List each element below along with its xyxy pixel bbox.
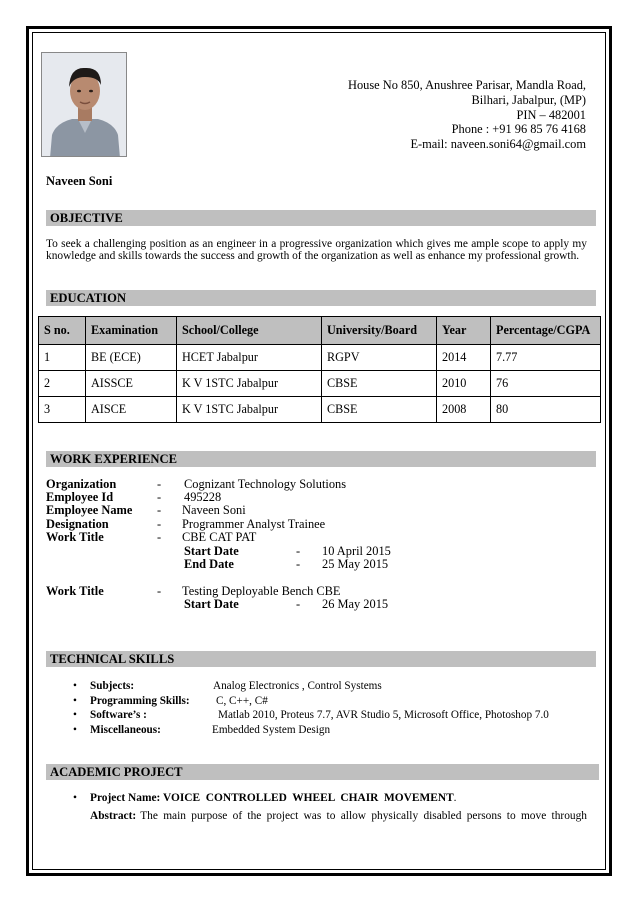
- employee-name-value: Naveen Soni: [182, 503, 246, 517]
- separator-dash: -: [296, 544, 301, 558]
- table-cell: 80: [491, 397, 601, 423]
- table-row: [39, 397, 601, 423]
- start-date-label: Start Date: [184, 544, 239, 558]
- table-cell: 76: [491, 371, 601, 397]
- work-title-value: CBE CAT PAT: [182, 530, 257, 544]
- skill-label: Miscellaneous:: [90, 723, 161, 736]
- table-cell: 1: [39, 345, 86, 371]
- table-cell: K V 1STC Jabalpur: [177, 371, 322, 397]
- bullet-icon: •: [73, 709, 77, 721]
- table-cell: AISSCE: [86, 371, 177, 397]
- start-date-label: Start Date: [184, 597, 239, 611]
- separator-dash: -: [296, 597, 301, 611]
- designation-label: Designation: [46, 517, 109, 531]
- header-cell: S no.: [39, 317, 86, 345]
- section-heading-objective: OBJECTIVE: [46, 210, 596, 226]
- table-cell: HCET Jabalpur: [177, 345, 322, 371]
- profile-photo: [41, 52, 127, 157]
- skill-value: Matlab 2010, Proteus 7.7, AVR Studio 5, Microsoft Office, Photoshop 7.0: [218, 709, 549, 721]
- address-line-1: House No 850, Anushree Parisar, Mandla Road,: [348, 78, 586, 92]
- header-cell: School/College: [177, 317, 322, 345]
- organization-value: Cognizant Technology Solutions: [184, 477, 347, 491]
- table-cell: AISCE: [86, 397, 177, 423]
- work-title-label: Work Title: [46, 530, 104, 544]
- education-table: [38, 316, 601, 423]
- section-heading-education: EDUCATION: [46, 290, 596, 306]
- skill-value: Analog Electronics , Control Systems: [213, 680, 382, 692]
- separator-dash: -: [157, 503, 162, 517]
- table-row: [39, 345, 601, 371]
- organization-label: Organization: [46, 477, 117, 491]
- table-row: [39, 371, 601, 397]
- start-date-value: 10 April 2015: [322, 544, 391, 558]
- employee-name-label: Employee Name: [46, 503, 133, 517]
- header-cell: Year: [437, 317, 491, 345]
- abstract-label: Abstract:: [90, 810, 137, 822]
- table-cell: 2008: [437, 397, 491, 423]
- phone-number: Phone : +91 96 85 76 4168: [451, 122, 586, 137]
- work-title-value: Testing Deployable Bench CBE: [182, 584, 341, 598]
- separator-dash: -: [157, 477, 162, 491]
- skill-value: Embedded System Design: [212, 723, 331, 736]
- bullet-icon: •: [73, 680, 77, 692]
- separator-dash: -: [157, 517, 162, 531]
- skill-label: Software’s :: [90, 709, 147, 721]
- table-cell: CBSE: [322, 397, 437, 423]
- education-table-header: [39, 317, 601, 345]
- skill-value: C, C++, C#: [216, 694, 268, 707]
- header-cell: Examination: [86, 317, 177, 345]
- header-cell: Percentage/CGPA: [491, 317, 601, 345]
- section-heading-academic-project: ACADEMIC PROJECT: [46, 764, 599, 780]
- table-cell: 2014: [437, 345, 491, 371]
- address-line-2: Bilhari, Jabalpur, (MP): [471, 92, 586, 107]
- project-name-value: VOICE CONTROLLED WHEEL CHAIR MOVEMENT: [162, 792, 454, 804]
- table-cell: 2010: [437, 371, 491, 397]
- bullet-icon: •: [73, 723, 77, 736]
- section-heading-technical-skills: TECHNICAL SKILLS: [46, 651, 596, 667]
- section-heading-work-experience: WORK EXPERIENCE: [46, 451, 596, 467]
- table-cell: 3: [39, 397, 86, 423]
- table-cell: 7.77: [491, 345, 601, 371]
- table-cell: RGPV: [322, 345, 437, 371]
- separator-dash: -: [157, 584, 162, 598]
- separator-dash: -: [157, 490, 162, 504]
- end-date-label: End Date: [184, 557, 234, 571]
- table-cell: 2: [39, 371, 86, 397]
- skill-label: Subjects:: [90, 680, 135, 692]
- abstract-text: The main purpose of the project was to allow physically disabled persons to move through: [140, 810, 587, 822]
- skill-label: Programming Skills:: [90, 694, 190, 707]
- employee-id-label: Employee Id: [46, 490, 114, 504]
- designation-value: Programmer Analyst Trainee: [182, 517, 326, 531]
- table-cell: BE (ECE): [86, 345, 177, 371]
- employee-id-value: 495228: [184, 490, 222, 504]
- candidate-name: Naveen Soni: [46, 174, 113, 188]
- project-name-label: Project Name:: [90, 792, 161, 804]
- end-date-value: 25 May 2015: [322, 557, 389, 571]
- pin-code: PIN – 482001: [516, 107, 586, 122]
- separator-dash: -: [157, 530, 162, 544]
- email-address: E-mail: naveen.soni64@gmail.com: [410, 137, 586, 152]
- bullet-icon: •: [73, 694, 77, 707]
- contact-block: [348, 78, 586, 152]
- separator-dash: -: [296, 557, 301, 571]
- table-cell: CBSE: [322, 371, 437, 397]
- header-cell: University/Board: [322, 317, 437, 345]
- work-title-label: Work Title: [46, 584, 104, 598]
- table-cell: K V 1STC Jabalpur: [177, 397, 322, 423]
- bullet-icon: •: [73, 792, 77, 804]
- start-date-value: 26 May 2015: [322, 597, 389, 611]
- project-name-line: Project Name: VOICE CONTROLLED WHEEL CHAIR MOVEMENT.: [90, 792, 457, 804]
- objective-text: To seek a challenging position as an engineer in a progressive organization which gives me ample scope to apply my knowledge and skills towards the success and growth of the organization as well as enhance my professional growth.: [46, 238, 587, 263]
- project-abstract-line: [90, 810, 587, 822]
